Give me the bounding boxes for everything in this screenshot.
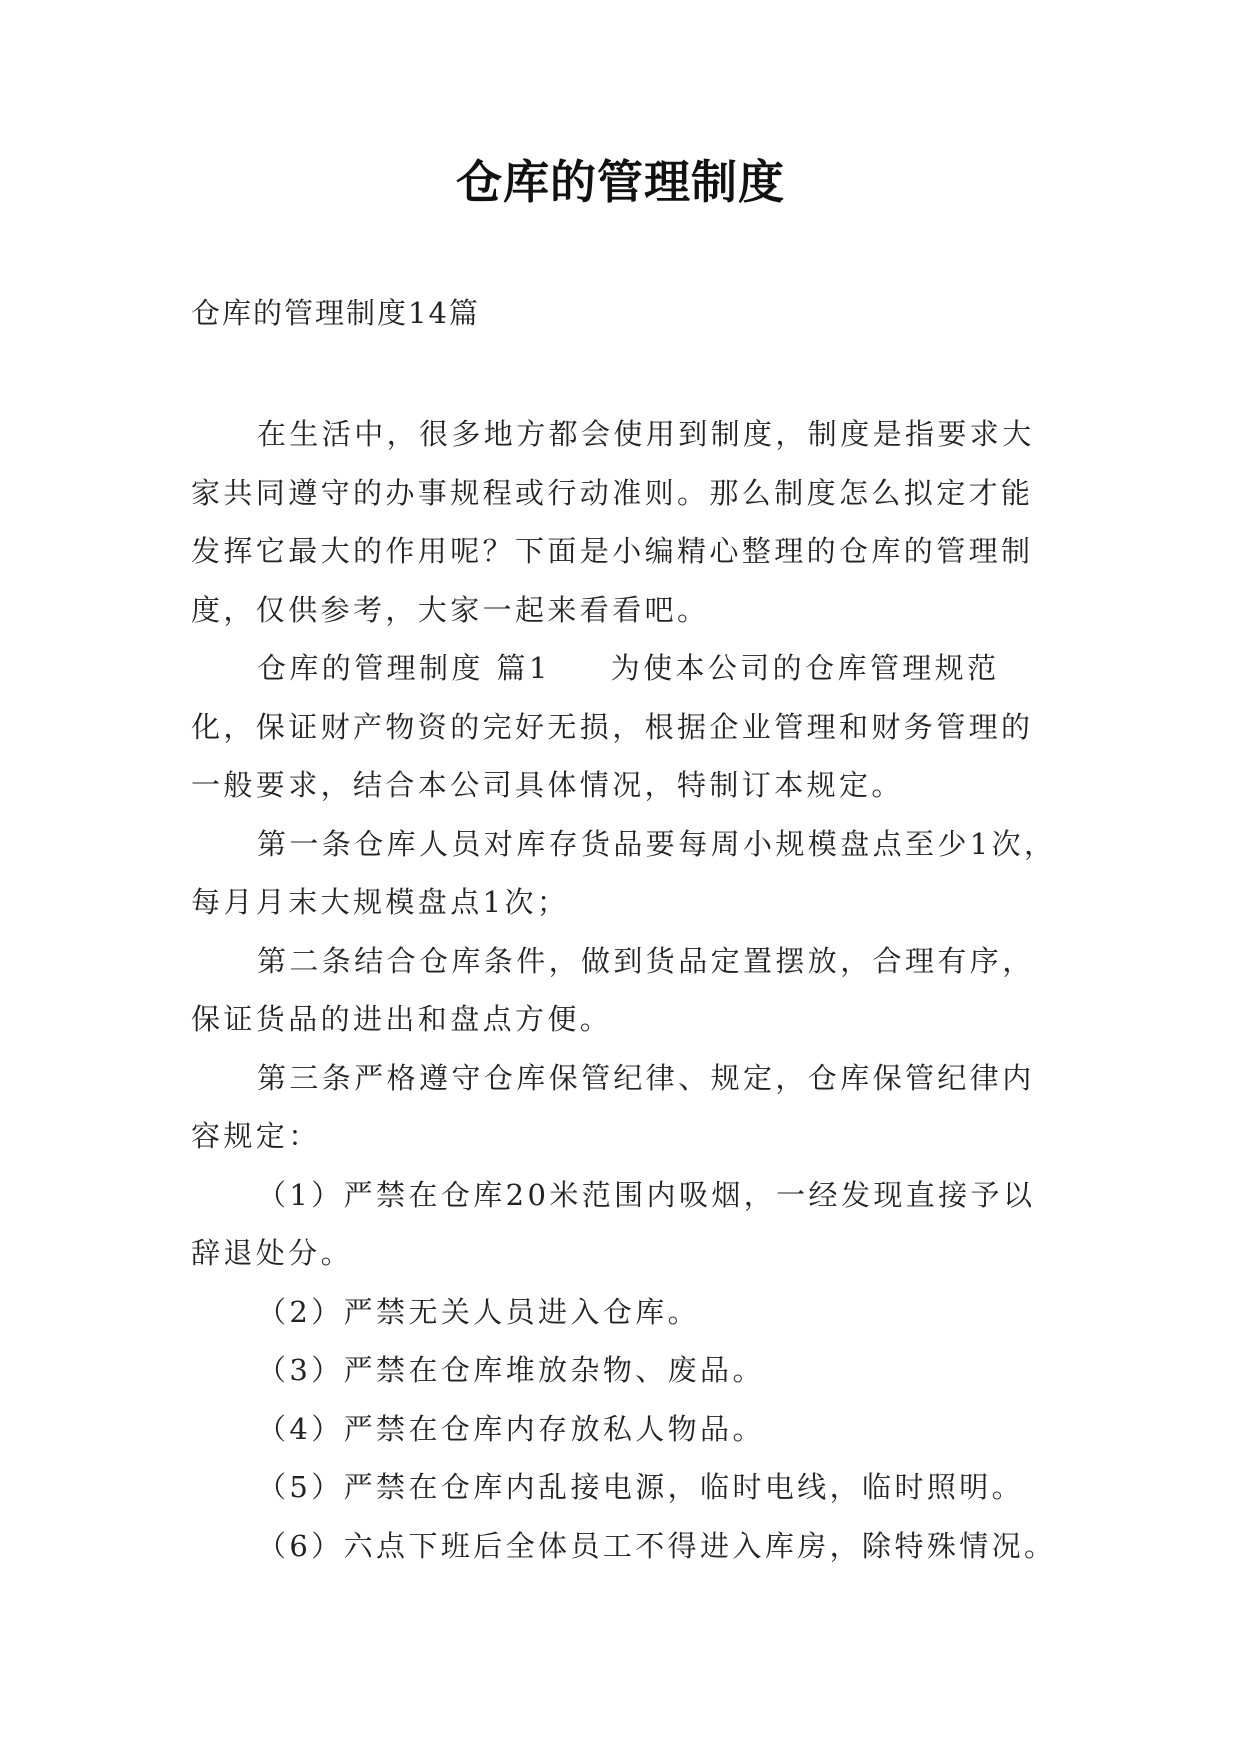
rule-item-4: （4）严禁在仓库内存放私人物品。 [257,1411,765,1446]
article-1-paragraph: 第一条仓库人员对库存货品要每周小规模盘点至少1次，每月月末大规模盘点1次； [191,826,1057,919]
rule-item-3: （3）严禁在仓库堆放杂物、废品。 [257,1353,765,1387]
document-body [191,405,1061,1575]
article-3-paragraph: 第三条严格遵守仓库保管纪律、规定，仓库保管纪律内容规定： [191,1060,1035,1153]
rule-item-2: （2）严禁无关人员进入仓库。 [257,1294,701,1329]
intro-paragraph: 在生活中，很多地方都会使用到制度，制度是指要求大家共同遵守的办事规程或行动准则。那么制度怎么拟定才能发挥它最大的作用呢？下面是小编精心整理的仓库的管理制度，仅供参考，大家一起来看看吧。 [191,417,1035,627]
rule-item-1: （1）严禁在仓库20米范围内吸烟，一经发现直接予以辞退处分。 [191,1177,1036,1270]
article-2-paragraph: 第二条结合仓库条件，做到货品定置摆放，合理有序，保证货品的进出和盘点方便。 [191,943,1035,1036]
rule-item-6: （6）六点下班后全体员工不得进入库房，除特殊情况。 [257,1528,1057,1563]
section-1-paragraph [191,639,1061,815]
document-title: 仓库的管理制度 [456,155,785,209]
document-subtitle: 仓库的管理制度14篇 [191,296,480,330]
rule-item-5: （5）严禁在仓库内乱接电源，临时电线，临时照明。 [257,1470,1025,1504]
section-1-heading: 仓库的管理制度 篇1 [257,651,551,685]
section-1-text: 为使本公司的仓库管理规范化，保证财产物资的完好无损，根据企业管理和财务管理的一般要求，结合本公司具体情况，特制订本规定。 [191,651,1034,802]
